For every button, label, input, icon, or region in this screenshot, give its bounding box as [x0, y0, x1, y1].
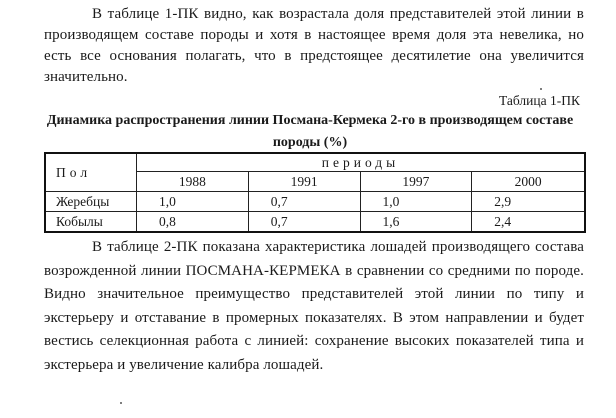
- value-cell: 0,7: [248, 192, 360, 212]
- table-header-row: [45, 153, 585, 172]
- dynamics-table: [44, 152, 586, 233]
- value-cell: 0,7: [248, 212, 360, 233]
- year-cell: 1988: [137, 172, 249, 192]
- scan-speck: [120, 402, 122, 404]
- value-cell: 2,9: [472, 192, 585, 212]
- value-cell: 1,6: [360, 212, 472, 233]
- value-cell: 2,4: [472, 212, 585, 233]
- table-row-stallions: [45, 192, 585, 212]
- paragraph-table2: В таблице 2-ПК показана характеристика лошадей производящего состава возрожденной линии ПОСМАНА-КЕРМЕКА в сравнении со средними по породе. Видно значительное преимущество представителей этой линии по типу и экстерьеру и отставание в промерных показателях. В этом направлении и будет вестись селекционная работа с линией: сохранение высоких показателей типа и экстерьера и увеличение калибра лошадей.: [44, 239, 584, 373]
- paragraph-intro: В таблице 1-ПК видно, как возрастала доля представителей этой линии в производящем составе породы и хотя в настоящее время доля эта невелика, но есть все основания полагать, что в предстоящее десятилетие она увеличится значительно.: [44, 6, 584, 85]
- table-caption: Динамика распространения линии Посмана-Кермека 2-го в производящем составе породы (%): [46, 113, 574, 150]
- header-sex: Пол: [45, 153, 137, 192]
- table-row-mares: [45, 212, 585, 233]
- value-cell: 1,0: [360, 192, 472, 212]
- row-label: Жеребцы: [45, 192, 137, 212]
- value-cell: 0,8: [137, 212, 249, 233]
- year-cell: 1997: [360, 172, 472, 192]
- row-label: Кобылы: [45, 212, 137, 233]
- scan-speck: [540, 88, 542, 90]
- year-cell: 1991: [248, 172, 360, 192]
- table-number-label: Таблица 1-ПК: [499, 93, 580, 108]
- header-periods: периоды: [137, 153, 586, 172]
- value-cell: 1,0: [137, 192, 249, 212]
- year-cell: 2000: [472, 172, 585, 192]
